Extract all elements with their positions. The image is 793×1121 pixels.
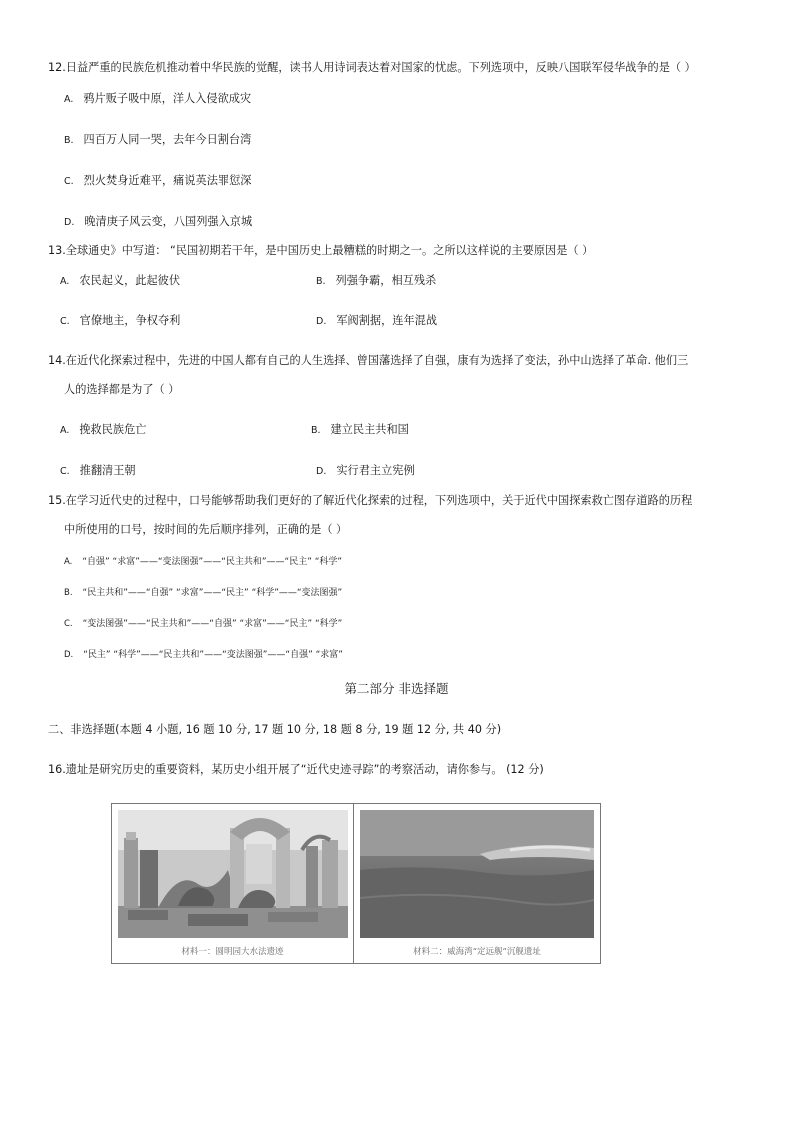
- option-label: B.: [316, 276, 326, 287]
- q12-option-d[interactable]: [64, 214, 252, 231]
- option-label: D.: [64, 650, 74, 660]
- option-text: “自强” “求富”——“变法图强”——“民主共和”——“民主” “科学”: [82, 557, 343, 567]
- part2-heading: 二、非选择题(本题 4 小题, 16 题 10 分, 17 题 10 分, 18 题 8 分, 19 题 12 分, 共 40 分): [48, 723, 502, 736]
- q13-option-d[interactable]: [316, 313, 437, 330]
- option-label: C.: [60, 316, 70, 327]
- q14-option-d[interactable]: [316, 463, 415, 480]
- material-one-caption: 材料一：圆明园大水法遗迹: [181, 947, 284, 957]
- q12-option-b[interactable]: [64, 132, 251, 149]
- option-label: A.: [64, 94, 74, 105]
- q13-stem: 13.全球通史》中写道： “民国初期若干年，是中国历史上最糟糕的时期之一。之所以这样说的主要原因是（ ）: [48, 244, 594, 257]
- q15-option-a[interactable]: [64, 554, 342, 570]
- option-text: 挽救民族危亡: [79, 423, 147, 436]
- q14-option-a[interactable]: [60, 422, 147, 439]
- option-label: B.: [311, 425, 321, 436]
- q15-option-b[interactable]: [64, 585, 342, 601]
- q14-stem-line1: 14.在近代化探索过程中，先进的中国人都有自己的人生选择、曾国藩选择了自强，康有为选择了变法，孙中山选择了革命. 他们三: [48, 354, 689, 367]
- q16-stem: 16.遗址是研究历史的重要资料，某历史小组开展了“近代史迹寻踪”的考察活动，请你参与。 (12 分): [48, 763, 544, 776]
- q12-option-c[interactable]: [64, 173, 251, 190]
- option-text: 晚清庚子风云变，八国列强入京城: [84, 215, 253, 228]
- material-one-photo: [112, 804, 354, 963]
- option-label: B.: [64, 135, 74, 146]
- option-label: D.: [316, 466, 327, 477]
- option-text: “民主” “科学”——“民主共和”——“变法图强”——“自强” “求富”: [83, 650, 343, 660]
- q15-option-c[interactable]: [64, 616, 342, 632]
- option-label: D.: [316, 316, 327, 327]
- option-label: D.: [64, 217, 75, 228]
- option-text: 建立民主共和国: [330, 423, 409, 436]
- option-text: 列强争霸，相互残杀: [335, 274, 437, 287]
- q13-option-b[interactable]: [316, 273, 436, 290]
- q12-option-a[interactable]: [64, 91, 251, 108]
- option-text: 四百万人同一哭，去年今日割台湾: [83, 133, 252, 146]
- option-text: 军阀割据，连年混战: [336, 314, 438, 327]
- q14-option-c[interactable]: [60, 463, 136, 480]
- q14-stem-line2: 人的选择都是为了（ ）: [64, 383, 180, 396]
- option-text: 农民起义，此起彼伏: [79, 274, 181, 287]
- option-text: 官僚地主，争权夺利: [79, 314, 181, 327]
- q15-stem-line2: 中所使用的口号，按时间的先后顺序排列，正确的是（ ）: [64, 523, 348, 536]
- option-label: C.: [64, 619, 73, 629]
- option-label: C.: [64, 176, 74, 187]
- material-two-caption: 材料二：威海湾“定远舰”沉舰遗址: [413, 947, 541, 957]
- option-label: A.: [60, 425, 70, 436]
- q12-stem: 12.日益严重的民族危机推动着中华民族的觉醒，读书人用诗词表达着对国家的忧虑。下列选项中，反映八国联军侵华战争的是（ ）: [48, 61, 696, 74]
- option-text: 实行君主立宪例: [336, 464, 415, 477]
- material-two-photo: [354, 804, 600, 963]
- q16-materials: [111, 803, 601, 964]
- option-text: “民主共和”——“自强” “求富”——“民主” “科学”——“变法图强”: [82, 588, 343, 598]
- shipwreck-site-image: [360, 810, 594, 938]
- option-label: A.: [64, 557, 73, 567]
- q15-stem-line1: 15.在学习近代史的过程中，口号能够帮助我们更好的了解近代化探索的过程，下列选项中，关于近代中国探索救亡图存道路的历程: [48, 494, 693, 507]
- option-text: 推翻清王朝: [79, 464, 136, 477]
- option-text: 鸦片贩子吸中原，洋人入侵欲成灾: [83, 92, 252, 105]
- option-text: “变法图强”——“民主共和”——“自强” “求富”——“民主” “科学”: [82, 619, 343, 629]
- q13-option-c[interactable]: [60, 313, 180, 330]
- option-label: C.: [60, 466, 70, 477]
- option-label: A.: [60, 276, 70, 287]
- q13-option-a[interactable]: [60, 273, 180, 290]
- option-text: 烈火焚身近难平，痛说英法罪愆深: [83, 174, 252, 187]
- q14-option-b[interactable]: [311, 422, 409, 439]
- q15-option-d[interactable]: [64, 647, 343, 663]
- ruins-image: [118, 810, 348, 938]
- option-label: B.: [64, 588, 73, 598]
- part2-title: 第二部分 非选择题: [344, 681, 449, 696]
